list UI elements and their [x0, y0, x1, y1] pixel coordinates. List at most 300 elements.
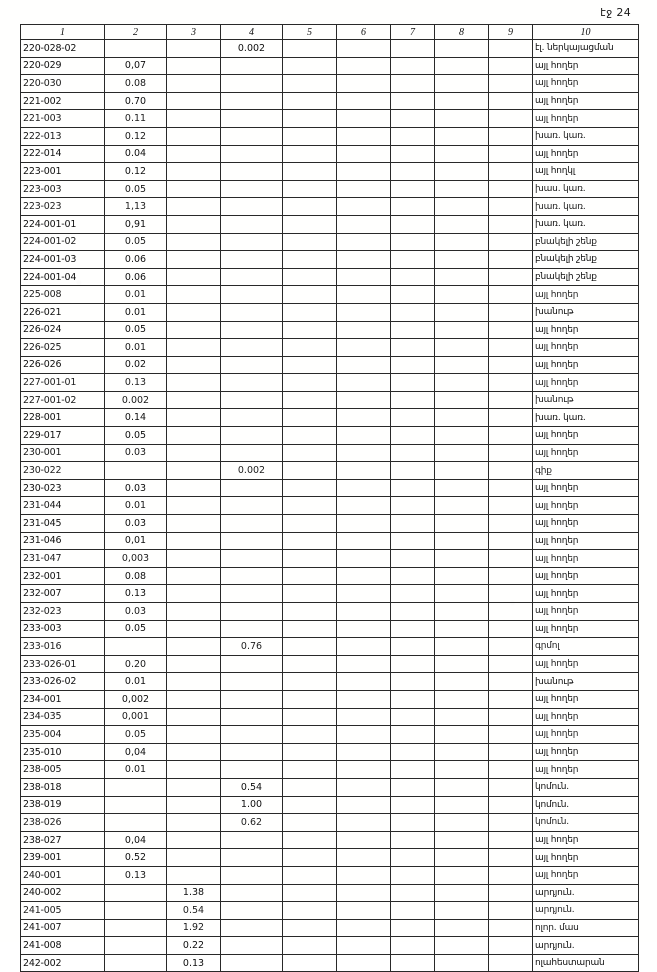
table-row	[21, 550, 639, 568]
cell-col-5	[283, 761, 337, 779]
cell-col-9	[489, 638, 533, 656]
cell-col-8	[435, 550, 489, 568]
table-row	[21, 655, 639, 673]
cell-parcel-code: 238-026	[21, 814, 105, 832]
cell-col-5	[283, 75, 337, 93]
cell-land-use-note: այլ հողեր	[533, 145, 639, 163]
cell-col-2: 0.03	[105, 479, 167, 497]
cell-parcel-code: 241-007	[21, 919, 105, 937]
cell-col-7	[391, 479, 435, 497]
cell-col-2: 0.08	[105, 75, 167, 93]
cell-parcel-code: 233-016	[21, 638, 105, 656]
cell-parcel-code: 230-023	[21, 479, 105, 497]
table-row	[21, 479, 639, 497]
cell-col-9	[489, 796, 533, 814]
cell-col-9	[489, 831, 533, 849]
cell-col-3	[167, 145, 221, 163]
cell-col-8	[435, 796, 489, 814]
cell-col-6	[337, 339, 391, 357]
cell-col-8	[435, 40, 489, 58]
cell-col-7	[391, 444, 435, 462]
cell-col-8	[435, 603, 489, 621]
column-header-4: 4	[221, 25, 283, 40]
cell-col-6	[337, 655, 391, 673]
table-row	[21, 673, 639, 691]
cell-col-6	[337, 303, 391, 321]
table-row	[21, 708, 639, 726]
cell-col-4	[221, 532, 283, 550]
table-row	[21, 726, 639, 744]
cell-col-5	[283, 673, 337, 691]
cell-col-7	[391, 321, 435, 339]
cell-col-5	[283, 339, 337, 357]
cell-parcel-code: 223-023	[21, 198, 105, 216]
cell-col-2: 0.05	[105, 620, 167, 638]
cell-col-5	[283, 919, 337, 937]
cell-col-6	[337, 796, 391, 814]
cell-col-2: 0.05	[105, 180, 167, 198]
cell-col-7	[391, 831, 435, 849]
cell-col-7	[391, 339, 435, 357]
cell-col-6	[337, 603, 391, 621]
cell-col-6	[337, 268, 391, 286]
cell-col-6	[337, 954, 391, 972]
table-row	[21, 444, 639, 462]
cell-col-7	[391, 902, 435, 920]
cell-col-7	[391, 40, 435, 58]
cell-col-9	[489, 866, 533, 884]
table-row	[21, 57, 639, 75]
cell-col-6	[337, 321, 391, 339]
cell-col-8	[435, 145, 489, 163]
cell-col-5	[283, 603, 337, 621]
cell-land-use-note: այլ հողեր	[533, 620, 639, 638]
cell-col-8	[435, 110, 489, 128]
cell-col-5	[283, 620, 337, 638]
cell-col-3: 0.22	[167, 937, 221, 955]
cell-col-5	[283, 866, 337, 884]
cell-col-4	[221, 655, 283, 673]
table-row	[21, 849, 639, 867]
cell-col-3	[167, 75, 221, 93]
cell-land-use-note: այլ հողեր	[533, 532, 639, 550]
table-row	[21, 532, 639, 550]
cell-col-2	[105, 902, 167, 920]
cell-col-5	[283, 356, 337, 374]
cell-col-5	[283, 849, 337, 867]
cell-col-6	[337, 673, 391, 691]
cell-col-2: 0,04	[105, 743, 167, 761]
cell-col-5	[283, 479, 337, 497]
cell-col-3	[167, 286, 221, 304]
cell-col-8	[435, 462, 489, 480]
cell-col-2: 0,07	[105, 57, 167, 75]
cell-col-9	[489, 690, 533, 708]
cell-col-2: 0.01	[105, 761, 167, 779]
cell-col-2: 0,01	[105, 532, 167, 550]
table-row	[21, 902, 639, 920]
cell-col-2	[105, 814, 167, 832]
cell-col-3	[167, 479, 221, 497]
cell-parcel-code: 227-001-01	[21, 374, 105, 392]
cell-col-3	[167, 655, 221, 673]
cell-col-7	[391, 849, 435, 867]
cell-col-4	[221, 550, 283, 568]
cell-col-2	[105, 40, 167, 58]
cell-land-use-note: արդյուն.	[533, 884, 639, 902]
cell-col-9	[489, 603, 533, 621]
cell-col-2	[105, 937, 167, 955]
cell-col-3	[167, 814, 221, 832]
cell-col-8	[435, 849, 489, 867]
cell-col-9	[489, 532, 533, 550]
cell-land-use-note: այլ հողեր	[533, 356, 639, 374]
cell-land-use-note: խաս. կառ.	[533, 180, 639, 198]
cell-col-4	[221, 620, 283, 638]
table-row	[21, 75, 639, 93]
table-row	[21, 567, 639, 585]
cell-land-use-note: այլ հողեր	[533, 550, 639, 568]
cell-col-2: 0.01	[105, 339, 167, 357]
cell-col-9	[489, 497, 533, 515]
cell-land-use-note: այլ հողկլ	[533, 163, 639, 181]
cell-col-2	[105, 796, 167, 814]
cell-land-use-note: այլ հողեր	[533, 321, 639, 339]
cell-col-2: 0.13	[105, 866, 167, 884]
cell-col-8	[435, 180, 489, 198]
cell-col-9	[489, 321, 533, 339]
table-header	[21, 25, 639, 40]
cell-col-3	[167, 163, 221, 181]
cell-parcel-code: 231-047	[21, 550, 105, 568]
cell-parcel-code: 232-001	[21, 567, 105, 585]
cell-col-4	[221, 831, 283, 849]
cell-col-7	[391, 673, 435, 691]
cell-col-3: 1.92	[167, 919, 221, 937]
cell-parcel-code: 242-002	[21, 954, 105, 972]
cell-col-7	[391, 743, 435, 761]
cell-col-7	[391, 497, 435, 515]
cell-col-5	[283, 532, 337, 550]
cell-col-5	[283, 954, 337, 972]
cell-col-9	[489, 268, 533, 286]
cell-col-3	[167, 180, 221, 198]
cell-land-use-note: ոլահեստարան	[533, 954, 639, 972]
cell-col-4	[221, 497, 283, 515]
cell-col-9	[489, 884, 533, 902]
cell-col-5	[283, 321, 337, 339]
cell-col-4	[221, 110, 283, 128]
table-row	[21, 145, 639, 163]
cell-col-8	[435, 339, 489, 357]
cell-land-use-note: խանութ	[533, 673, 639, 691]
cell-col-3	[167, 690, 221, 708]
cell-land-use-note: խառ. կառ.	[533, 127, 639, 145]
cell-col-4	[221, 673, 283, 691]
table-header-row	[21, 25, 639, 40]
cell-col-7	[391, 268, 435, 286]
cell-col-3	[167, 567, 221, 585]
table-row	[21, 127, 639, 145]
cell-col-4	[221, 127, 283, 145]
cell-col-3: 0.13	[167, 954, 221, 972]
cell-col-4	[221, 937, 283, 955]
cell-col-4	[221, 919, 283, 937]
cell-col-8	[435, 268, 489, 286]
cell-col-2: 0.20	[105, 655, 167, 673]
cell-col-5	[283, 145, 337, 163]
cell-col-6	[337, 814, 391, 832]
cell-parcel-code: 235-004	[21, 726, 105, 744]
cell-col-3	[167, 831, 221, 849]
cell-col-4	[221, 409, 283, 427]
cell-col-5	[283, 515, 337, 533]
cell-col-7	[391, 198, 435, 216]
cell-col-8	[435, 919, 489, 937]
cell-col-9	[489, 198, 533, 216]
cell-col-5	[283, 286, 337, 304]
cell-col-2: 1,13	[105, 198, 167, 216]
cell-land-use-note: բնակելի շենք	[533, 268, 639, 286]
cell-col-4: 0.62	[221, 814, 283, 832]
cell-col-3	[167, 409, 221, 427]
page-number-label: էջ 24	[600, 6, 631, 19]
cell-col-2	[105, 919, 167, 937]
cell-col-5	[283, 778, 337, 796]
cell-land-use-note: խառ. կառ.	[533, 198, 639, 216]
table-row	[21, 585, 639, 603]
cell-parcel-code: 231-044	[21, 497, 105, 515]
cell-col-8	[435, 409, 489, 427]
cell-parcel-code: 220-029	[21, 57, 105, 75]
cell-col-8	[435, 532, 489, 550]
cell-col-9	[489, 444, 533, 462]
cell-col-3	[167, 427, 221, 445]
cell-col-9	[489, 145, 533, 163]
cell-col-9	[489, 409, 533, 427]
cell-col-2	[105, 778, 167, 796]
cell-col-6	[337, 180, 391, 198]
cell-parcel-code: 225-008	[21, 286, 105, 304]
cell-col-9	[489, 567, 533, 585]
cell-col-6	[337, 743, 391, 761]
cell-col-2: 0.11	[105, 110, 167, 128]
cell-col-3	[167, 40, 221, 58]
cell-col-5	[283, 391, 337, 409]
cell-col-2: 0.05	[105, 321, 167, 339]
cell-col-5	[283, 743, 337, 761]
table-row	[21, 92, 639, 110]
cell-col-7	[391, 866, 435, 884]
table-row	[21, 690, 639, 708]
column-header-2: 2	[105, 25, 167, 40]
table-row	[21, 215, 639, 233]
cell-col-4	[221, 567, 283, 585]
cell-land-use-note: այլ հողեր	[533, 743, 639, 761]
cell-col-9	[489, 778, 533, 796]
cell-parcel-code: 222-014	[21, 145, 105, 163]
table-row	[21, 356, 639, 374]
table-row	[21, 778, 639, 796]
cell-col-8	[435, 743, 489, 761]
column-header-5: 5	[283, 25, 337, 40]
cell-col-6	[337, 198, 391, 216]
cell-parcel-code: 240-002	[21, 884, 105, 902]
cell-col-3	[167, 585, 221, 603]
cell-col-8	[435, 778, 489, 796]
cell-col-6	[337, 778, 391, 796]
cell-col-2: 0.05	[105, 427, 167, 445]
cell-land-use-note: այլ հողեր	[533, 655, 639, 673]
cell-col-6	[337, 866, 391, 884]
cell-col-5	[283, 902, 337, 920]
cell-col-4	[221, 849, 283, 867]
cell-col-6	[337, 761, 391, 779]
cell-col-2: 0.02	[105, 356, 167, 374]
cell-col-3	[167, 374, 221, 392]
cell-col-9	[489, 75, 533, 93]
cell-col-7	[391, 919, 435, 937]
cell-col-7	[391, 937, 435, 955]
cell-col-9	[489, 110, 533, 128]
cell-col-8	[435, 286, 489, 304]
cell-col-7	[391, 286, 435, 304]
cell-parcel-code: 226-025	[21, 339, 105, 357]
cell-col-5	[283, 655, 337, 673]
table-row	[21, 831, 639, 849]
cell-col-8	[435, 198, 489, 216]
land-registry-table-container	[20, 24, 638, 972]
cell-col-9	[489, 919, 533, 937]
cell-col-2: 0.04	[105, 145, 167, 163]
cell-col-7	[391, 251, 435, 269]
cell-col-3	[167, 215, 221, 233]
cell-col-6	[337, 215, 391, 233]
column-header-10: 10	[533, 25, 639, 40]
cell-col-4	[221, 585, 283, 603]
cell-col-2: 0.01	[105, 286, 167, 304]
cell-col-8	[435, 92, 489, 110]
cell-land-use-note: ոլոր. մաս	[533, 919, 639, 937]
cell-col-4	[221, 954, 283, 972]
cell-col-4	[221, 321, 283, 339]
cell-col-5	[283, 814, 337, 832]
cell-col-7	[391, 356, 435, 374]
cell-land-use-note: այլ հողեր	[533, 708, 639, 726]
cell-col-5	[283, 444, 337, 462]
cell-parcel-code: 222-013	[21, 127, 105, 145]
cell-col-9	[489, 585, 533, 603]
cell-col-4	[221, 708, 283, 726]
cell-land-use-note: այլ հողեր	[533, 690, 639, 708]
cell-col-4	[221, 251, 283, 269]
cell-col-8	[435, 321, 489, 339]
cell-col-9	[489, 673, 533, 691]
cell-col-4	[221, 726, 283, 744]
cell-col-2: 0,91	[105, 215, 167, 233]
cell-col-8	[435, 708, 489, 726]
cell-land-use-note: այլ հողեր	[533, 75, 639, 93]
cell-col-4	[221, 215, 283, 233]
cell-col-4	[221, 145, 283, 163]
cell-col-2: 0.03	[105, 603, 167, 621]
cell-col-8	[435, 831, 489, 849]
cell-col-3	[167, 638, 221, 656]
cell-col-6	[337, 708, 391, 726]
cell-col-6	[337, 690, 391, 708]
cell-col-7	[391, 778, 435, 796]
cell-col-5	[283, 638, 337, 656]
cell-parcel-code: 226-026	[21, 356, 105, 374]
cell-parcel-code: 223-003	[21, 180, 105, 198]
cell-parcel-code: 238-005	[21, 761, 105, 779]
cell-col-7	[391, 954, 435, 972]
table-row	[21, 427, 639, 445]
cell-col-6	[337, 127, 391, 145]
cell-col-4: 0.002	[221, 40, 283, 58]
cell-land-use-note: այլ հողեր	[533, 761, 639, 779]
cell-land-use-note: այլ հողեր	[533, 374, 639, 392]
cell-col-4	[221, 603, 283, 621]
cell-col-3	[167, 321, 221, 339]
cell-col-4	[221, 57, 283, 75]
cell-col-8	[435, 356, 489, 374]
cell-land-use-note: այլ հողեր	[533, 585, 639, 603]
cell-col-7	[391, 708, 435, 726]
cell-col-5	[283, 110, 337, 128]
cell-parcel-code: 226-021	[21, 303, 105, 321]
cell-col-9	[489, 427, 533, 445]
cell-col-3: 1.38	[167, 884, 221, 902]
cell-col-9	[489, 708, 533, 726]
cell-col-9	[489, 57, 533, 75]
cell-col-3	[167, 268, 221, 286]
table-row	[21, 743, 639, 761]
cell-col-3	[167, 497, 221, 515]
cell-col-5	[283, 198, 337, 216]
cell-parcel-code: 234-035	[21, 708, 105, 726]
cell-col-7	[391, 110, 435, 128]
cell-col-5	[283, 92, 337, 110]
cell-col-4	[221, 391, 283, 409]
cell-col-7	[391, 391, 435, 409]
cell-col-8	[435, 567, 489, 585]
cell-col-7	[391, 75, 435, 93]
cell-col-3	[167, 391, 221, 409]
cell-parcel-code: 224-001-01	[21, 215, 105, 233]
cell-col-5	[283, 40, 337, 58]
cell-col-2	[105, 954, 167, 972]
cell-col-2: 0.03	[105, 515, 167, 533]
cell-parcel-code: 241-005	[21, 902, 105, 920]
cell-col-4	[221, 444, 283, 462]
cell-col-5	[283, 251, 337, 269]
cell-parcel-code: 224-001-02	[21, 233, 105, 251]
cell-col-8	[435, 163, 489, 181]
table-row	[21, 40, 639, 58]
column-header-6: 6	[337, 25, 391, 40]
cell-col-7	[391, 796, 435, 814]
cell-col-7	[391, 585, 435, 603]
cell-land-use-note: այլ հողեր	[533, 497, 639, 515]
table-row	[21, 110, 639, 128]
cell-col-2: 0.52	[105, 849, 167, 867]
cell-parcel-code: 221-003	[21, 110, 105, 128]
cell-col-8	[435, 585, 489, 603]
cell-col-9	[489, 356, 533, 374]
cell-col-3	[167, 550, 221, 568]
table-row	[21, 620, 639, 638]
